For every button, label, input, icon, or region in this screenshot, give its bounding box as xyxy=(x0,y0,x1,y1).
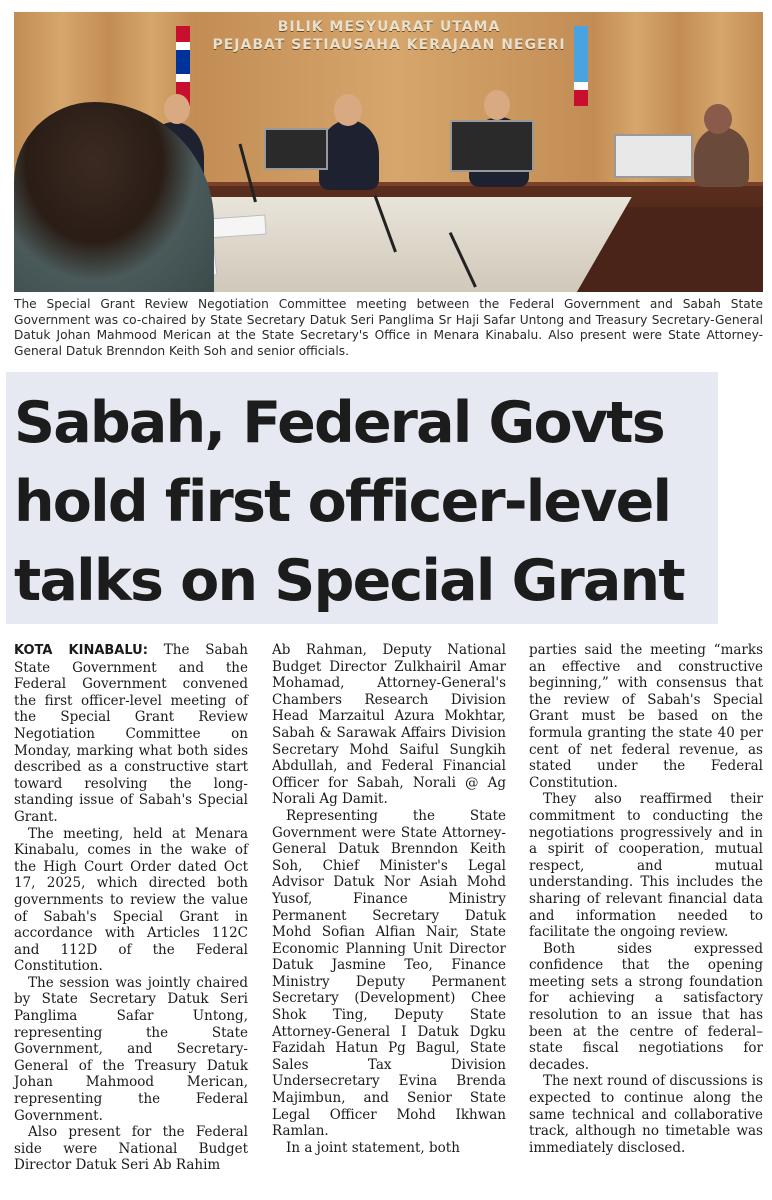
person-head xyxy=(484,90,510,120)
dateline: KOTA KINABALU: xyxy=(14,643,148,658)
headline-line: hold first officer-level xyxy=(14,469,671,535)
article-paragraph: The next round of discussions is expected to continue along the same technical and collaborative track, although no timetable was immediately disclosed. xyxy=(529,1073,763,1156)
headline-line: talks on Special Grant xyxy=(14,548,684,614)
person-chair-center xyxy=(319,120,379,190)
person-head xyxy=(334,94,362,126)
article-column-2 xyxy=(272,642,506,1156)
photo-caption: The Special Grant Review Negotiation Committee meeting between the Federal Government and Sabah State Government was co-chaired by State Secretary Datuk Seri Panglima Sr Haji Safar Untong and Treasury Secretary-General Datuk Johan Mahmood Merican at the State Secretary's Office in Menara Kinabalu. Also present were State Attorney-General Datuk Brenndon Keith Soh and senior officials. xyxy=(14,297,763,358)
headline xyxy=(14,384,759,621)
article-column-3 xyxy=(529,642,763,1156)
article-paragraph: Representing the State Government were State Attorney-General Datuk Brenndon Keith Soh, Chief Minister's Legal Advisor Datuk Nor Asiah Mohd Yusof, Finance Ministry Permanent Secretary Datuk Mohd Sofian Alfian Nair, State Economic Planning Unit Director Datuk Jasmine Teo, Finance Ministry Deputy Permanent Secretary (Development) Chee Shok Ting, Deputy State Attorney-General I Datuk Dgku Fazidah Hatun Pg Bagul, State Sales Tax Division Undersecretary Evina Brenda Majimbun, and Senior State Legal Officer Mohd Ikhwan Ramlan. xyxy=(272,807,506,1140)
article-paragraph: KOTA KINABALU: The Sabah State Government and the Federal Government convened the first officer-level meeting of the Special Grant Review Negotiation Committee on Monday, marking what both sides described as a constructive start toward resolving the long-standing issue of Sabah's Special Grant. xyxy=(14,642,248,825)
person-far-right xyxy=(694,127,749,187)
laptop xyxy=(264,128,328,170)
article-paragraph: The meeting, held at Menara Kinabalu, comes in the wake of the High Court Order dated Oct 17, 2025, which directed both governments to review the value of Sabah's Special Grant in accordance with Articles 112C and 112D of the Federal Constitution. xyxy=(14,825,248,975)
person-head xyxy=(164,94,190,124)
laptop xyxy=(614,134,693,178)
person-head xyxy=(704,104,732,134)
meeting-photo xyxy=(14,12,763,292)
headline-line: Sabah, Federal Govts xyxy=(14,390,664,456)
article-paragraph: parties said the meeting “marks an effective and constructive beginning,” with consensus that the review of Sabah's Special Grant must be based on the formula granting the state 40 per cent of net federal revenue, as stated under the Federal Constitution. xyxy=(529,642,763,791)
article-paragraph: Also present for the Federal side were National Budget Director Datuk Seri Ab Rahim xyxy=(14,1124,248,1174)
article-column-1 xyxy=(14,642,248,1174)
laptop xyxy=(450,120,534,172)
sabah-flag xyxy=(574,26,588,106)
article-paragraph: They also reaffirmed their commitment to conducting the negotiations progressively and in a spirit of cooperation, mutual respect, and mutual understanding. This includes the sharing of relevant financial data and information needed to facilitate the ongoing review. xyxy=(529,791,763,941)
room-sign: BILIK MESYUARAT UTAMA PEJABAT SETIAUSAHA KERAJAAN NEGERI xyxy=(212,19,566,53)
article-paragraph: In a joint statement, both xyxy=(286,1139,460,1156)
article-paragraph: The session was jointly chaired by State Secretary Datuk Seri Panglima Safar Untong, representing the State Government, and Secretary-General of the Treasury Datuk Johan Mahmood Merican, representing the Federal Government. xyxy=(14,974,248,1124)
article-paragraph: Both sides expressed confidence that the opening meeting sets a strong foundation for achieving a satisfactory resolution to an issue that has been at the centre of federal–state fiscal negotiations for decades. xyxy=(529,940,763,1073)
article-paragraph: Ab Rahman, Deputy National Budget Director Zulkhairil Amar Mohamad, Attorney-General's Chambers Research Division Head Marzaitul Azura Mokhtar, Sabah & Sarawak Affairs Division Secretary Mohd Saiful Sungkih Abdullah, and Federal Financial Officer for Sabah, Norali @ Ag Norali Ag Damit. xyxy=(272,642,506,808)
